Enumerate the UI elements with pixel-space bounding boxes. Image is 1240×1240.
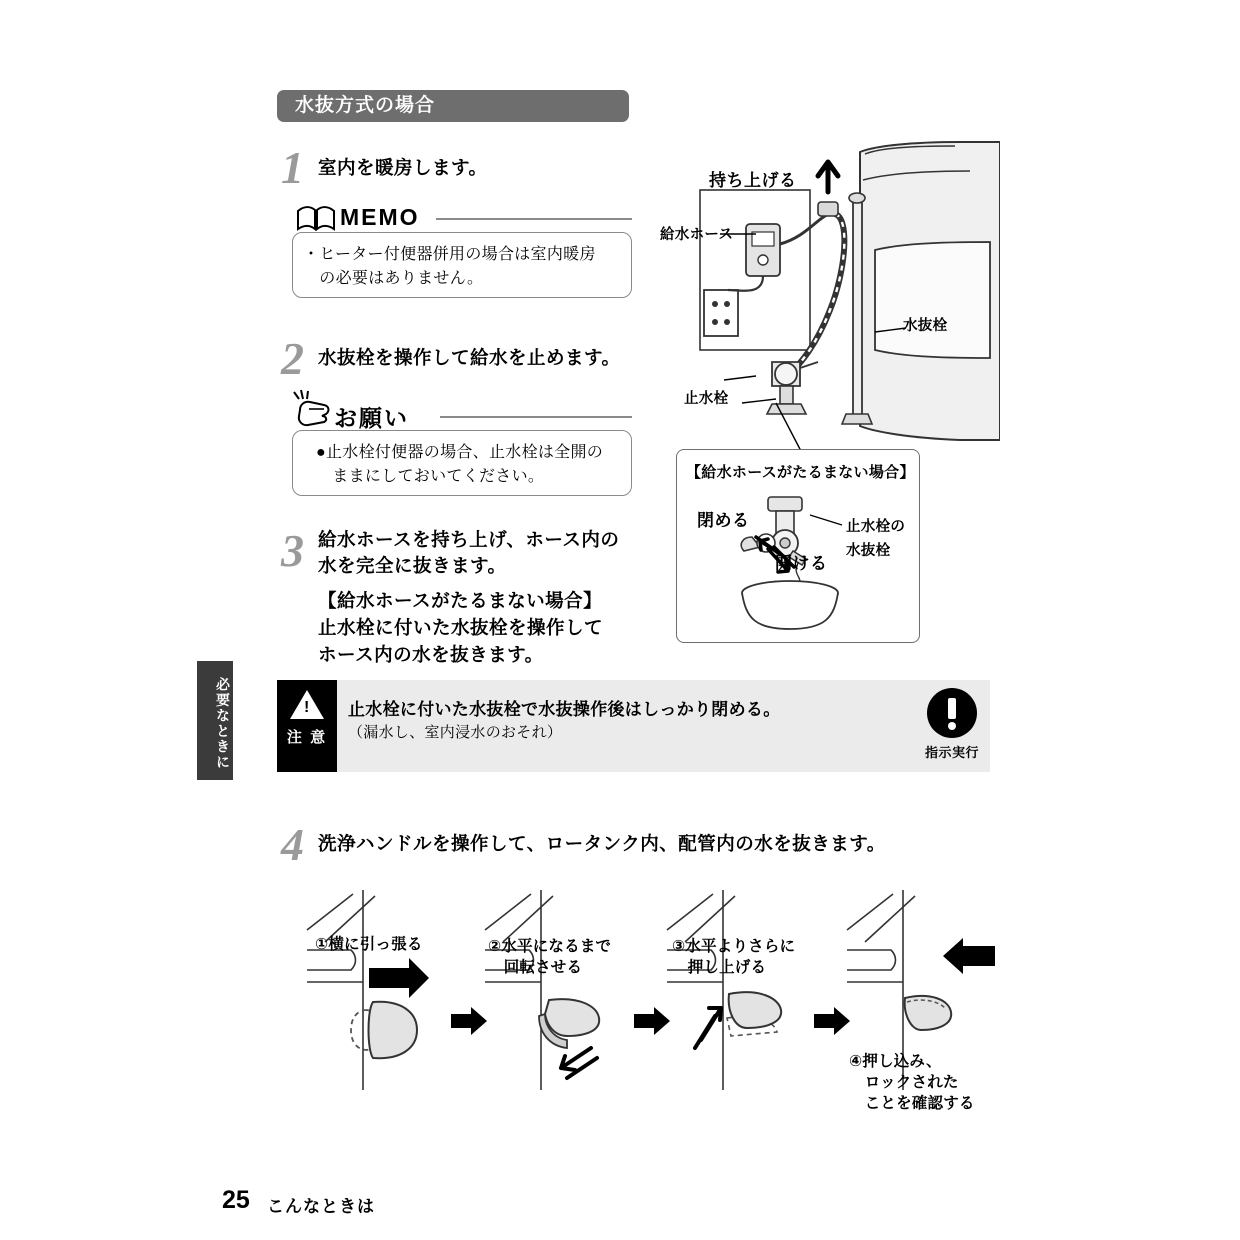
request-line-2: ままにしておいてください。 [316,468,545,485]
step-text-3-line-1: 給水ホースを持ち上げ、ホース内の [318,529,620,550]
sub-illustration-title: 【給水ホースがたるまない場合】 [686,464,915,481]
handle-step-4-caption-line-1: ④押し込み、 [849,1053,942,1070]
caution-text-line-1: 止水栓に付いた水抜栓で水抜操作後はしっかり閉める。 [348,700,781,719]
label-drain-cock: 水抜栓 [903,318,948,334]
memo-title-rule [436,218,632,220]
handle-step-3-caption-line-2: 押し上げる [672,959,767,976]
step-number-3: 3 [281,525,304,576]
open-book-icon [296,205,336,233]
handle-step-1-caption: ①横に引っ張る [315,936,423,953]
caution-text-line-2: （漏水し、室内浸水のおそれ） [348,724,563,741]
request-title-rule [440,416,632,418]
step-number-2: 2 [281,333,304,384]
step-text-2: 水抜栓を操作して給水を止めます。 [318,347,621,368]
mandatory-action-label: 指示実行 [924,745,979,760]
step-text-1: 室内を暖房します。 [318,157,488,178]
step-number-4: 4 [281,819,304,870]
memo-line-1: ・ヒーター付便器併用の場合は室内暖房 [303,246,596,263]
mandatory-action-indicator [917,688,987,761]
label-supply-hose: 給水ホース [660,227,734,243]
label-stop-cock-drain-line-2: 水抜栓 [846,543,891,559]
handle-step-4-caption-line-3: ことを確認する [849,1095,975,1112]
handle-panel-2-illustration [483,890,633,1090]
label-stop-cock: 止水栓 [684,391,729,407]
page-number: 25 [222,1186,250,1214]
label-lift-up: 持ち上げる [709,171,797,190]
label-stop-cock-drain-line-1: 止水栓の [846,519,906,535]
memo-title: MEMO [340,204,420,230]
handle-step-4-caption-line-2: ロックされた [849,1074,959,1091]
handle-panel-1-illustration [305,890,445,1090]
step-text-4: 洗浄ハンドルを操作して、ロータンク内、配管内の水を抜きます。 [318,833,886,854]
caution-badge [277,680,337,772]
side-tab-necessary-times: 必要なときに [197,661,233,780]
step-text-3-line-3: 【給水ホースがたるまない場合】 [318,590,603,611]
label-close: 閉める [697,511,750,530]
memo-line-2: の必要はありません。 [303,270,484,287]
caution-badge-label: 注 意 [286,729,328,746]
handle-step-2-caption-line-2: 回転させる [488,959,583,976]
handle-panel-3-illustration [665,890,815,1090]
warning-exclamation-icon: ! [304,699,310,716]
label-open: 開ける [775,554,828,573]
step-text-3-line-5: ホース内の水を抜きます。 [318,644,544,665]
step-text-3-line-2: 水を完全に抜きます。 [318,555,507,576]
handle-step-3-caption-line-1: ③水平よりさらに [672,938,796,955]
pointing-hand-icon [288,388,336,430]
mandatory-exclamation-icon [927,688,977,738]
step-number-1: 1 [281,142,304,193]
section-title-pill: 水抜方式の場合 [277,90,629,122]
step-text-3-line-4: 止水栓に付いた水抜栓を操作して [318,617,604,638]
request-line-1: ●止水栓付便器の場合、止水栓は全開の [316,444,604,461]
chapter-name: こんなときは [267,1197,375,1216]
handle-step-2-caption-line-1: ②水平になるまで [488,938,612,955]
request-title: お願い [334,405,409,431]
